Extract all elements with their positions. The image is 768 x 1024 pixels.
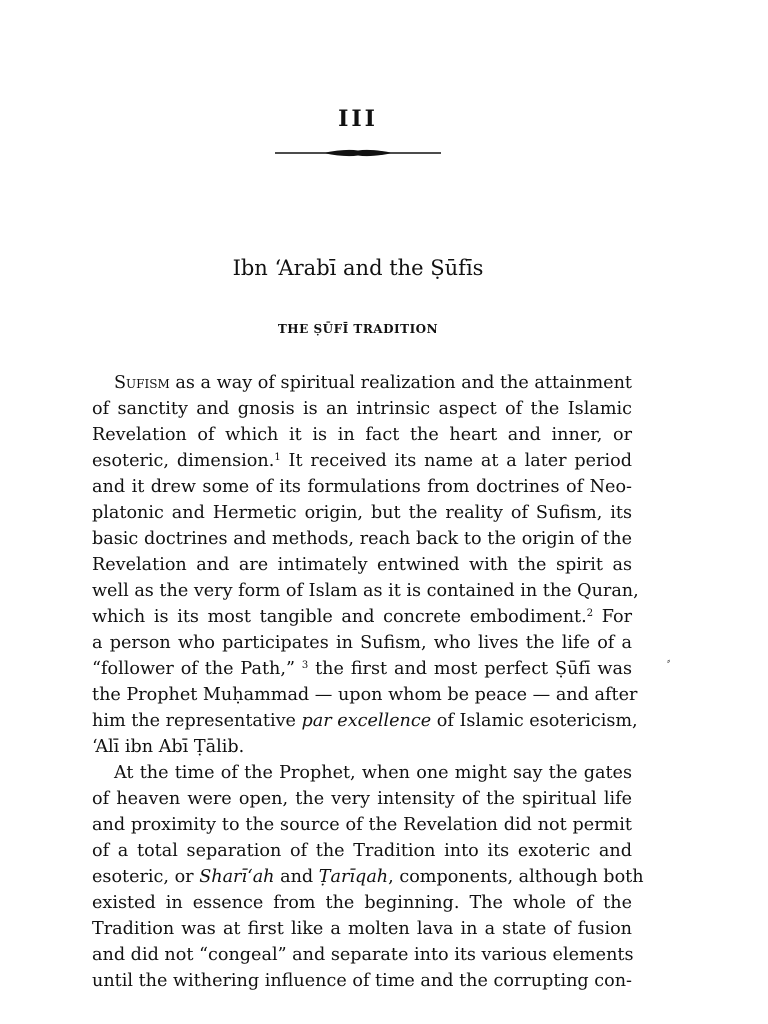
chapter-number: III — [338, 106, 378, 132]
footnote-ref-3[interactable]: 3 — [301, 660, 309, 671]
text-span: For — [593, 607, 632, 627]
text-line — [92, 604, 632, 630]
text-line: basic doctrines and methods, reach back to the origin of the — [92, 529, 632, 549]
text-line: until the withering influence of time and the corrupting con- — [92, 971, 632, 991]
margin-mark: ⸗ — [667, 656, 671, 667]
text-span: esoteric, or — [92, 867, 200, 887]
text-line: of a total separation of the Tradition into its exoteric and — [92, 841, 632, 861]
section-heading: THE ṢŪFĪ TRADITION — [277, 322, 439, 336]
text-line: platonic and Hermetic origin, but the reality of Sufism, its — [92, 503, 632, 523]
text-span: esoteric, dimension. — [92, 451, 275, 471]
text-line — [92, 708, 638, 734]
text-line: Revelation of which it is in fact the heart and inner, or — [92, 425, 632, 445]
text-span: of Islamic esotericism, — [431, 711, 638, 731]
italic-phrase: par excellence — [301, 711, 432, 731]
text-line: the Prophet Muḥammad — upon whom be peace — and after — [92, 685, 638, 705]
text-line — [92, 864, 644, 890]
text-span: him the representative — [92, 711, 302, 731]
footnote-ref-2[interactable]: 2 — [586, 608, 594, 619]
text-line: a person who participates in Sufism, who lives the life of a — [92, 633, 632, 653]
text-span: It received its name at a later period — [280, 451, 632, 471]
text-line: Revelation and are intimately entwined with the spirit as — [92, 555, 632, 575]
text-line — [92, 370, 632, 396]
text-line: well as the very form of Islam as it is contained in the Quran, — [92, 581, 639, 601]
body-text — [92, 370, 644, 994]
text-line — [92, 656, 632, 682]
text-line: ‘Alī ibn Abī Ṭālib. — [92, 737, 245, 757]
text-span: the first and most perfect Ṣūfī was — [308, 659, 633, 679]
text-span: which is its most tangible and concrete embodiment. — [92, 607, 587, 627]
italic-term: Sharī‘ah — [199, 867, 275, 887]
text-span: and — [274, 867, 319, 887]
text-span: as a way of spiritual realization and the attainment — [175, 373, 632, 393]
text-line: and proximity to the source of the Revelation did not permit — [92, 815, 632, 835]
text-line: At the time of the Prophet, when one might say the gates — [114, 763, 632, 783]
drop-word: Sufism — [114, 373, 170, 393]
italic-term: Ṭarīqah — [318, 867, 389, 887]
text-line — [92, 448, 632, 474]
text-line: and did not “congeal” and separate into its various elements — [92, 945, 634, 965]
text-span: “follower of the Path,” — [92, 659, 302, 679]
chapter-ornament-rule — [275, 146, 441, 160]
text-line: of sanctity and gnosis is an intrinsic aspect of the Islamic — [92, 399, 632, 419]
text-span: , components, although both — [388, 867, 644, 887]
chapter-title: Ibn ‘Arabī and the Ṣūfīs — [232, 256, 484, 280]
footnote-ref-1[interactable]: 1 — [274, 452, 281, 463]
text-line: existed in essence from the beginning. The whole of the — [92, 893, 632, 913]
text-line: of heaven were open, the very intensity of the spiritual life — [92, 789, 632, 809]
text-line: and it drew some of its formulations from doctrines of Neo- — [92, 477, 632, 497]
text-line: Tradition was at first like a molten lava in a state of fusion — [92, 919, 632, 939]
